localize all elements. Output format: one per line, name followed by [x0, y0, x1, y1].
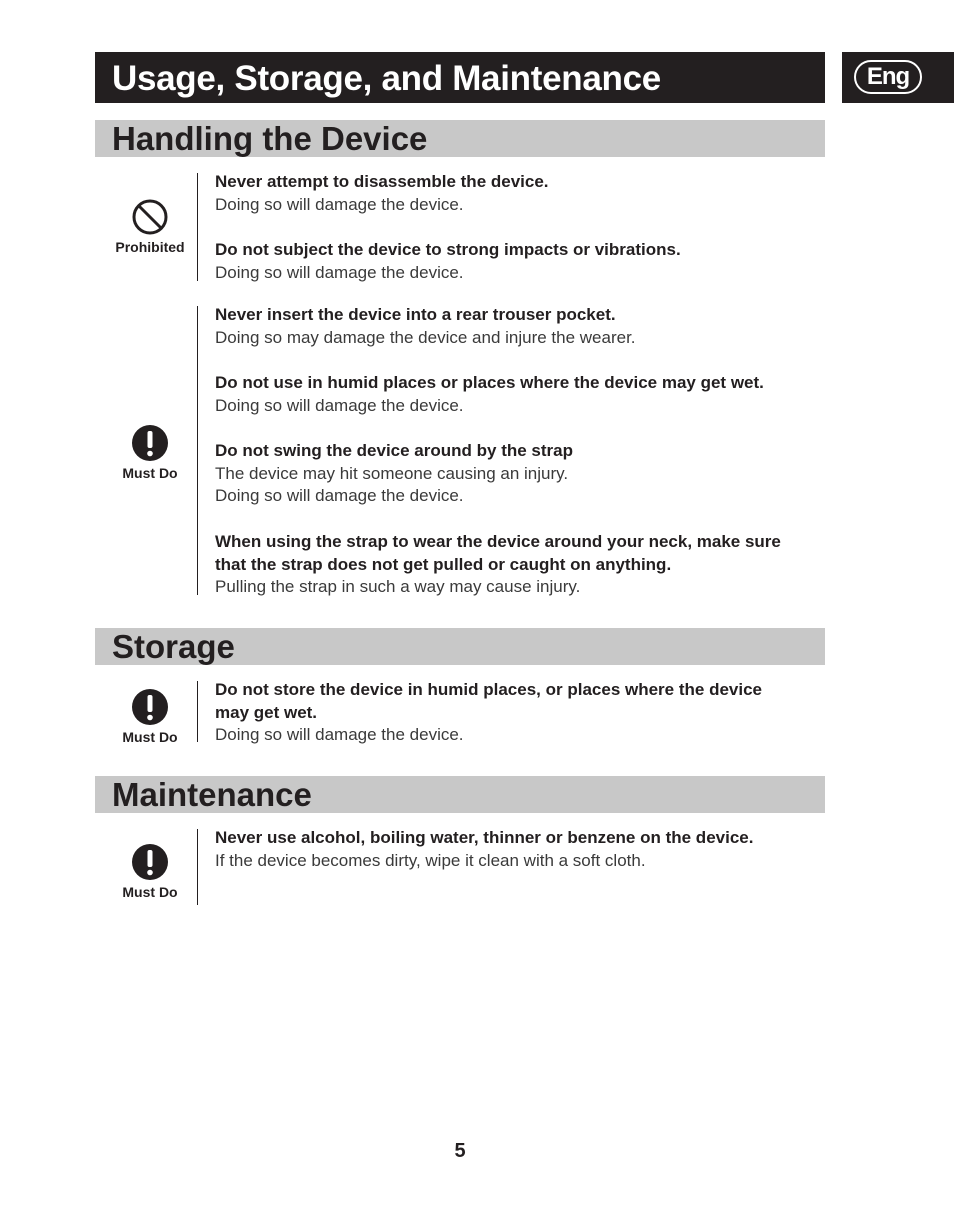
must-do-notice: [105, 424, 195, 481]
section-title: Handling the Device: [112, 120, 428, 157]
warning-heading: Do not use in humid places or places where the device may get wet.: [215, 373, 764, 392]
page-number: 5: [454, 1140, 466, 1162]
prohibited-notice: [105, 198, 195, 255]
must-do-label: Must Do: [122, 465, 178, 481]
divider-line: [197, 306, 198, 595]
warning-heading: Do not swing the device around by the strap: [215, 441, 573, 460]
divider-line: [197, 829, 198, 905]
prohibited-icon: [131, 198, 169, 236]
page-title: Usage, Storage, and Maintenance: [112, 59, 661, 98]
section-header-handling: [95, 120, 825, 157]
section-title: Maintenance: [112, 776, 312, 813]
warning-heading: Never insert the device into a rear trouser pocket.: [215, 305, 616, 324]
warning-body: Doing so will damage the device.: [215, 725, 464, 745]
warning-item: [215, 827, 830, 872]
warning-heading: may get wet.: [215, 702, 318, 722]
warning-body: If the device becomes dirty, wipe it clean with a soft cloth.: [215, 850, 646, 870]
warning-body: Doing so will damage the device.: [215, 486, 464, 506]
warning-heading: When using the strap to wear the device around your neck, make sure: [215, 532, 781, 551]
exclamation-icon: [131, 424, 169, 462]
warning-body: The device may hit someone causing an injury.: [215, 463, 569, 483]
warning-body: Doing so will damage the device.: [215, 194, 464, 214]
divider-line: [197, 173, 198, 281]
warning-item: [215, 531, 830, 599]
page-title-bar: [95, 52, 825, 103]
must-do-notice: [105, 843, 195, 900]
warning-body: Doing so may damage the device and injure the wearer.: [215, 327, 636, 347]
exclamation-icon: [131, 688, 169, 726]
section-header-maintenance: [95, 776, 825, 813]
warning-body: Doing so will damage the device.: [215, 395, 464, 415]
must-do-label: Must Do: [122, 729, 178, 745]
warning-heading: Do not store the device in humid places, or places where the device: [215, 680, 762, 699]
warning-body: Doing so will damage the device.: [215, 262, 464, 282]
section-header-storage: [95, 628, 825, 665]
warning-item: [215, 171, 830, 216]
warning-item: [215, 304, 830, 349]
warning-heading: Never attempt to disassemble the device.: [215, 172, 549, 191]
warning-item: [215, 679, 830, 747]
section-title: Storage: [112, 628, 235, 665]
warning-item: [215, 440, 830, 508]
prohibited-label: Prohibited: [115, 239, 185, 255]
language-tab: [842, 52, 954, 103]
language-label: Eng: [854, 60, 922, 94]
warning-heading: Never use alcohol, boiling water, thinner or benzene on the device.: [215, 828, 754, 847]
warning-item: [215, 372, 830, 417]
divider-line: [197, 681, 198, 742]
warning-heading: Do not subject the device to strong impacts or vibrations.: [215, 240, 681, 259]
warning-item: [215, 239, 830, 284]
must-do-notice: [105, 688, 195, 745]
must-do-label: Must Do: [122, 884, 178, 900]
warning-heading: that the strap does not get pulled or caught on anything.: [215, 554, 672, 574]
exclamation-icon: [131, 843, 169, 881]
warning-body: Pulling the strap in such a way may cause injury.: [215, 577, 581, 597]
